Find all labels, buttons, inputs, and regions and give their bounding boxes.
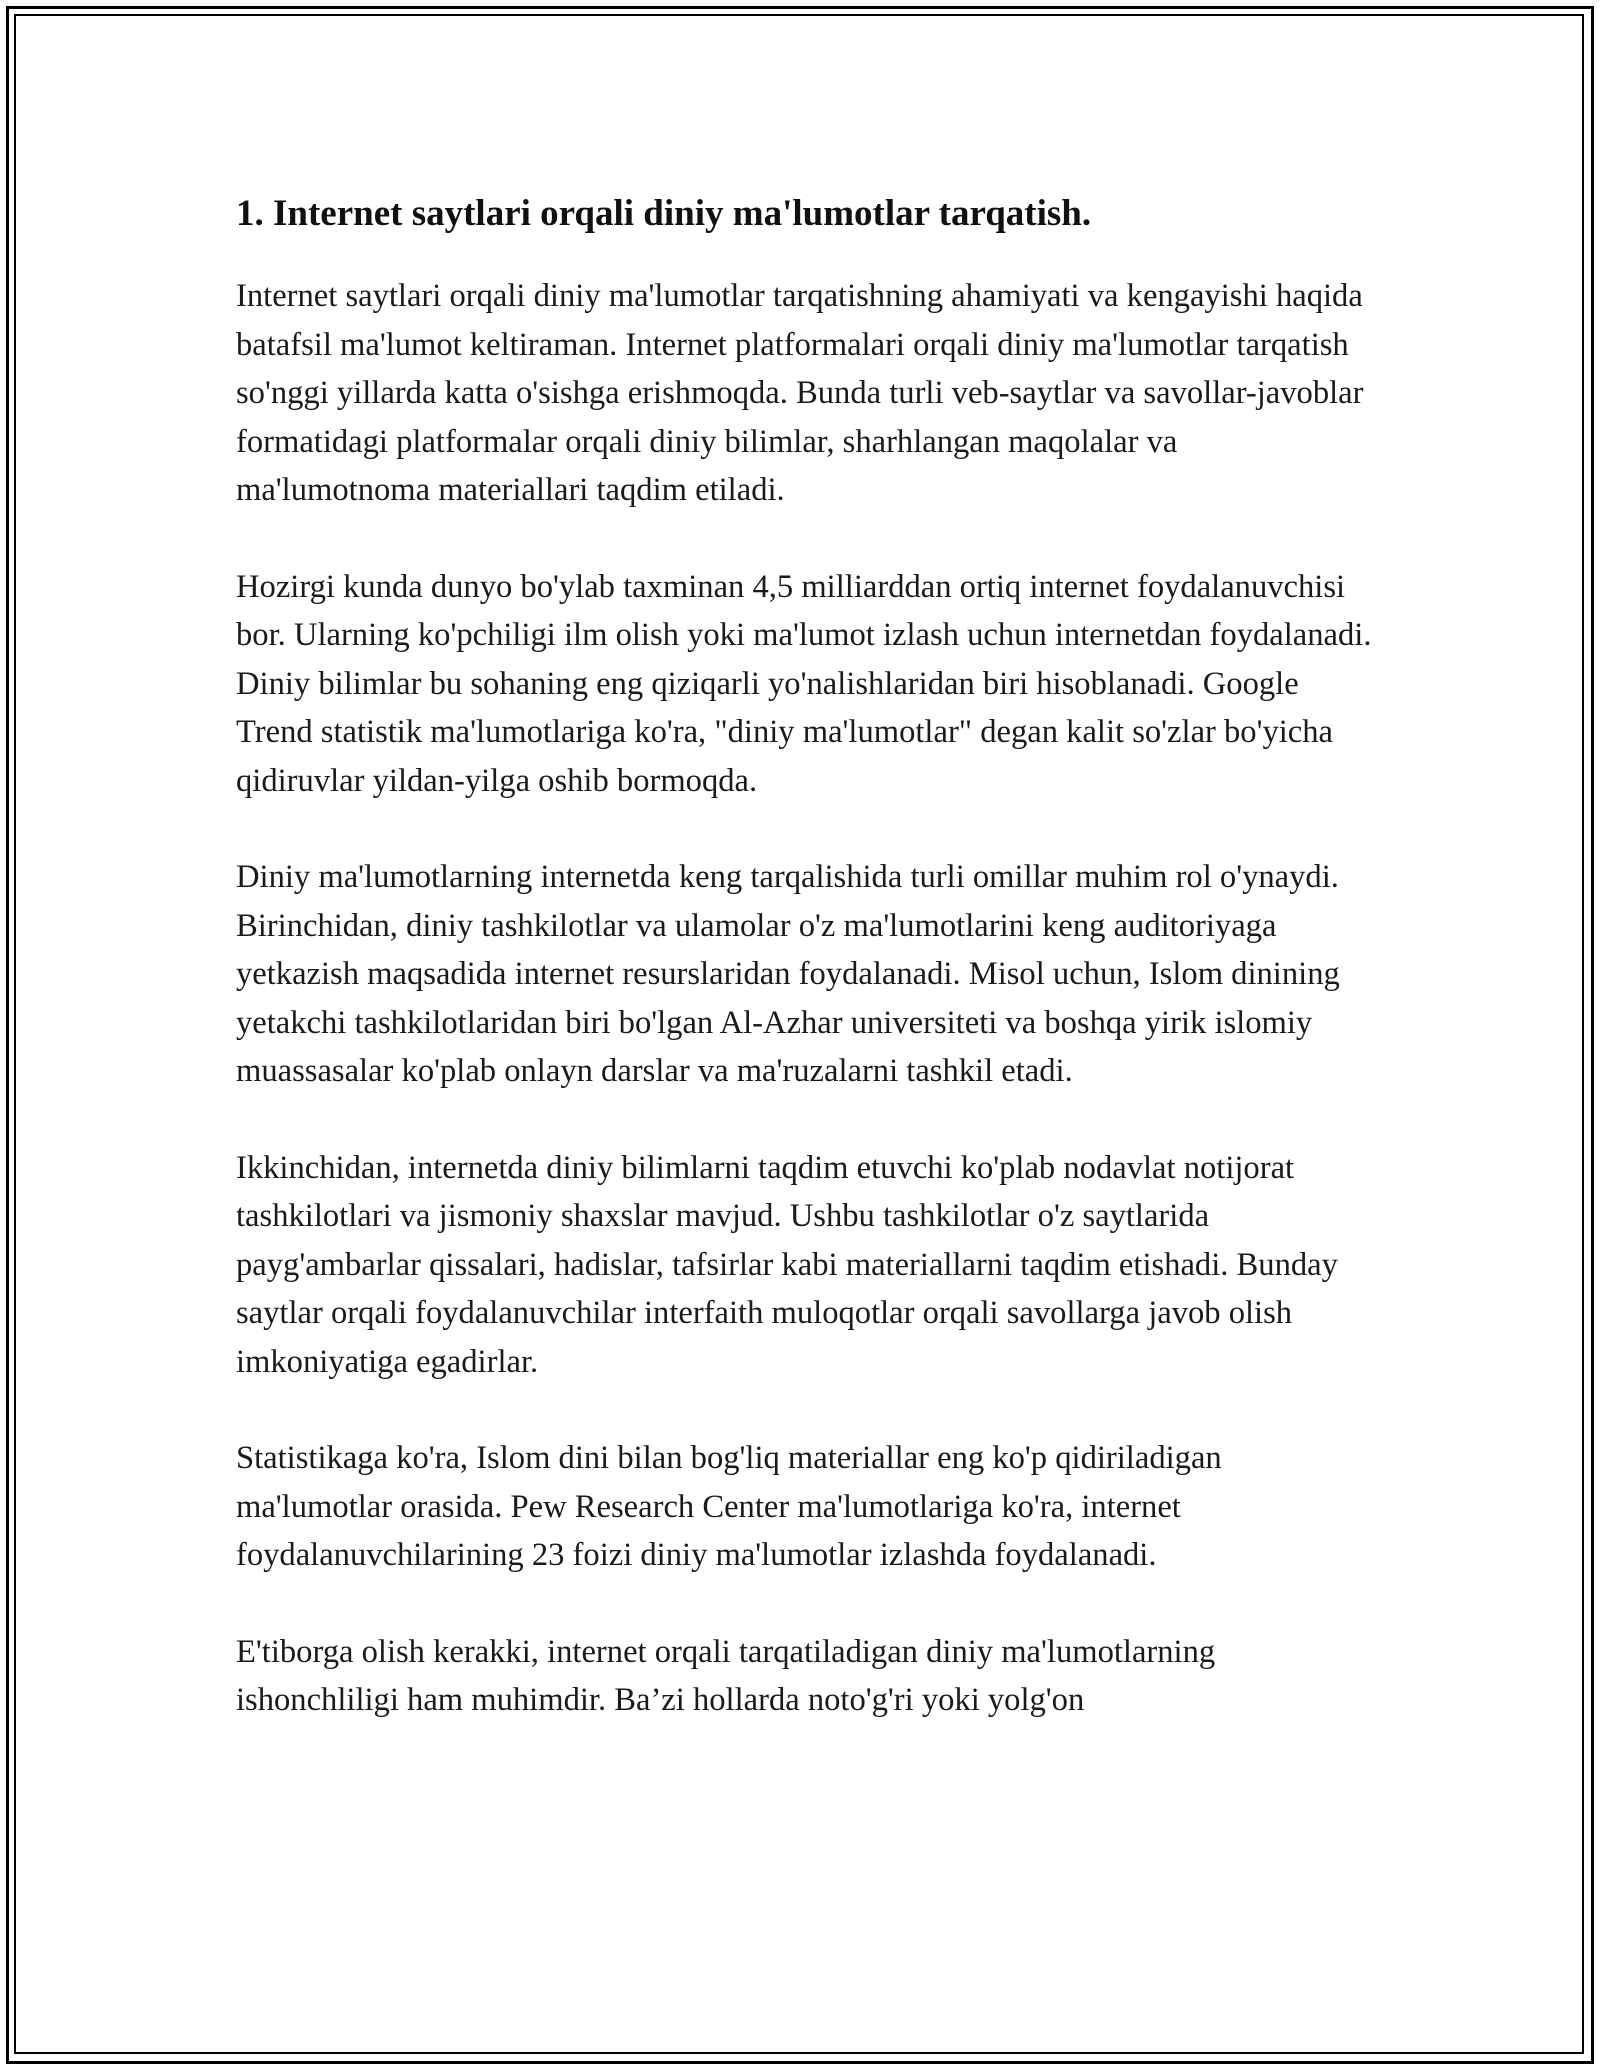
- paragraph-2: Hozirgi kunda dunyo bo'ylab taxminan 4,5 milliarddan ortiq internet foydalanuvchisi bor. Ularning ko'pchiligi ilm olish yoki ma'lumot izlash uchun internetdan foydalanadi. Diniy bilimlar bu sohaning eng qiziqarli yo'nalishlaridan biri hisoblanadi. Google Trend statistik ma'lumotlariga ko'ra, "diniy ma'lumotlar" degan kalit so'zlar bo'yicha qidiruvlar yildan-yilga oshib bormoqda.: [236, 568, 1372, 799]
- paragraph-3: Diniy ma'lumotlarning internetda keng tarqalishida turli omillar muhim rol o'ynaydi. Birinchidan, diniy tashkilotlar va ulamolar o'z ma'lumotlarini keng auditoriyaga yetkazish maqsadida internet resurslaridan foydalanadi. Misol uchun, Islom dinining yetakchi tashkilotlaridan biri bo'lgan Al-Azhar universiteti va boshqa yirik islomiy muassasalar ko'plab onlayn darslar va ma'ruzalarni tashkil etadi.: [236, 859, 1340, 1089]
- section-heading: 1. Internet saytlari orqali diniy ma'lumotlar tarqatish.: [236, 193, 1092, 234]
- paragraph-5: Statistikaga ko'ra, Islom dini bilan bog'liq materiallar eng ko'p qidiriladigan ma'lumotlar orasida. Pew Research Center ma'lumotlariga ko'ra, internet foydalanuvchilarining 23 foizi diniy ma'lumotlar izlashda foydalanadi.: [236, 1440, 1222, 1573]
- paragraph-6: E'tiborga olish kerakki, internet orqali tarqatiladigan diniy ma'lumotlarning ishonchliligi ham muhimdir. Ba’zi hollarda noto'g'ri yoki yolg'on: [236, 1633, 1216, 1718]
- paragraph-4: Ikkinchidan, internetda diniy bilimlarni taqdim etuvchi ko'plab nodavlat notijorat tashkilotlari va jismoniy shaxslar mavjud. Ushbu tashkilotlar o'z saytlarida payg'ambarlar qissalari, hadislar, tafsirlar kabi materiallarni taqdim etishadi. Bunday saytlar orqali foydalanuvchilar interfaith muloqotlar orqali savollarga javob olish imkoniyatiga egadirlar.: [236, 1149, 1338, 1380]
- document-body: [236, 186, 1376, 1773]
- paragraph-1: Internet saytlari orqali diniy ma'lumotlar tarqatishning ahamiyati va kengayishi haqida batafsil ma'lumot keltiraman. Internet platformalari orqali diniy ma'lumotlar tarqatish so'nggi yillarda katta o'sishga erishmoqda. Bunda turli veb-saytlar va savollar-javoblar formatidagi platformalar orqali diniy bilimlar, sharhlangan maqolalar va ma'lumotnoma materiallari taqdim etiladi.: [236, 278, 1364, 508]
